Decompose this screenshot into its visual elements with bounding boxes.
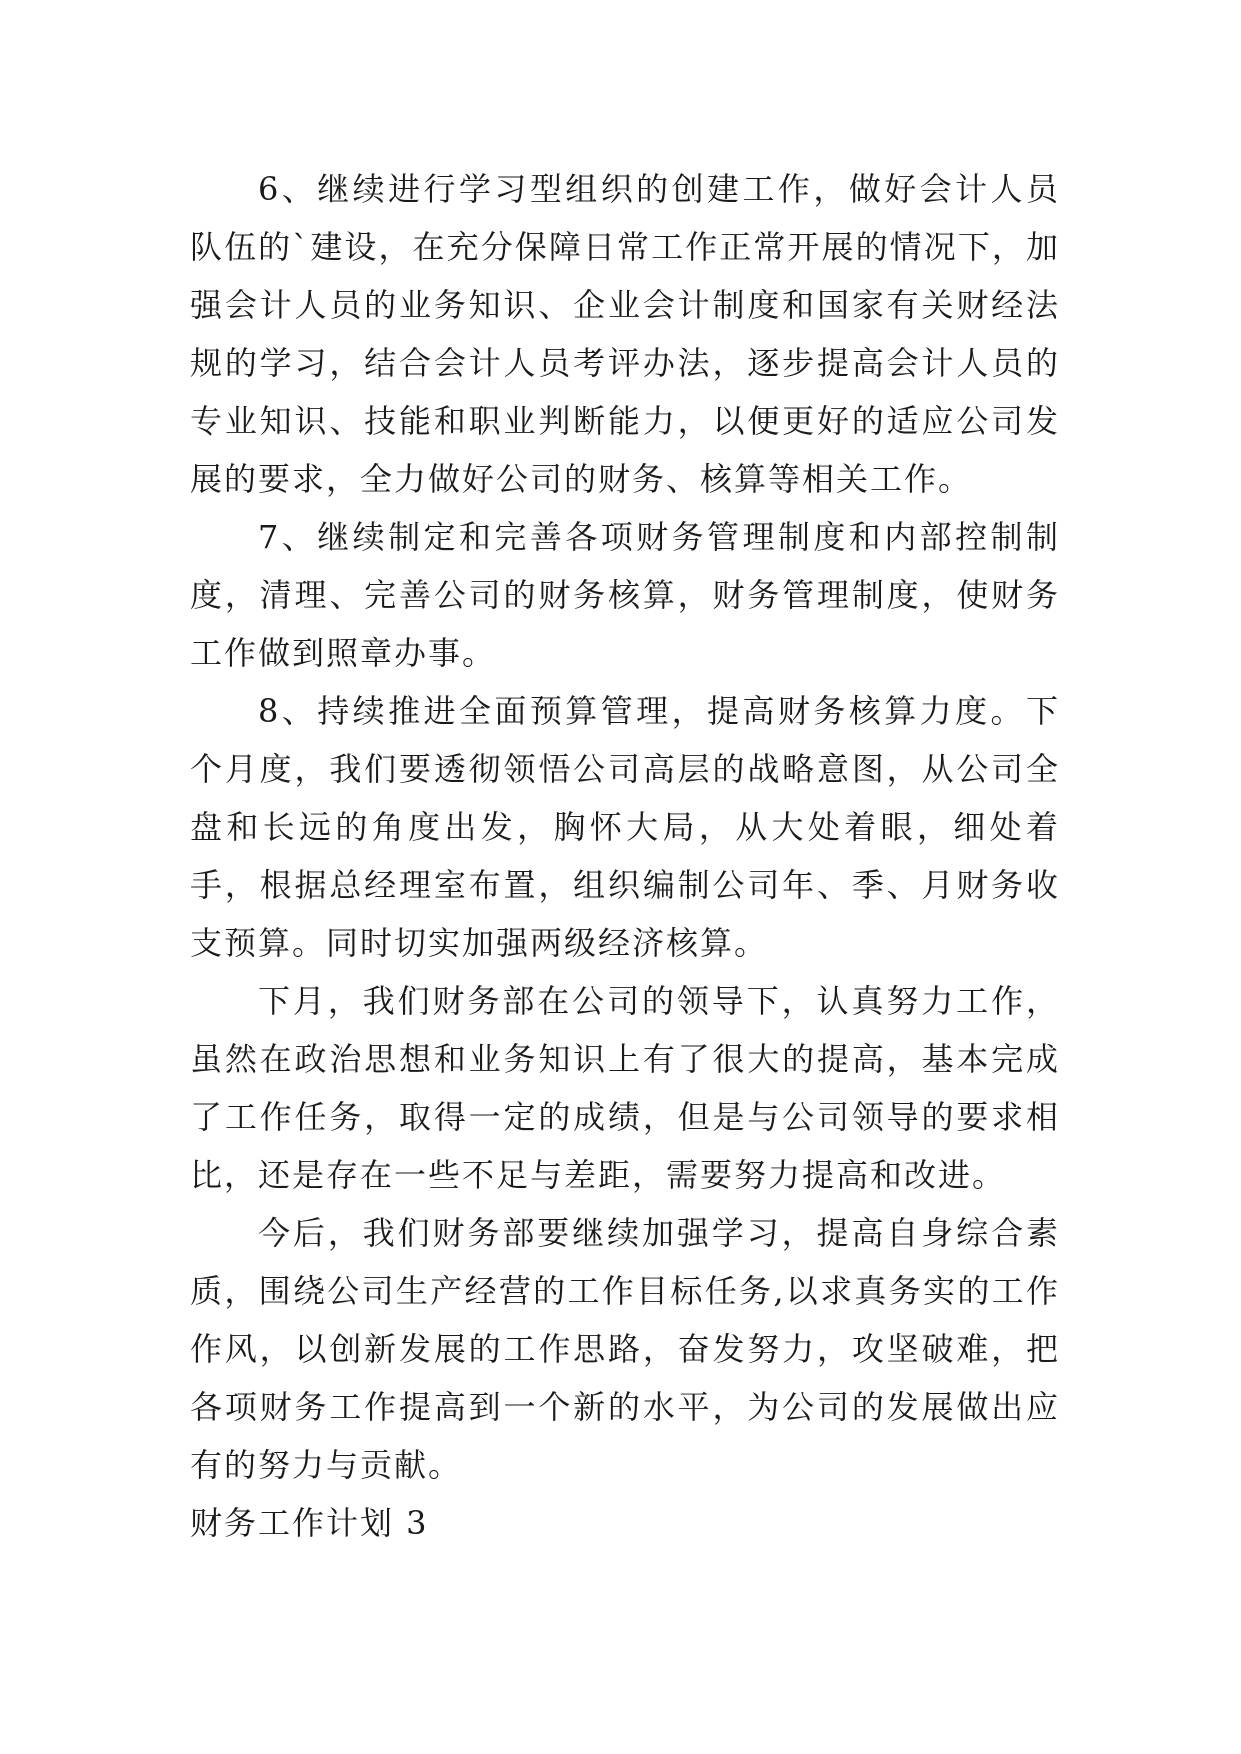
- document-page: [190, 160, 1060, 1552]
- paragraph-item-8: 8、持续推进全面预算管理，提高财务核算力度。下个月度，我们要透彻领悟公司高层的战略意图，从公司全盘和长远的角度出发，胸怀大局，从大处着眼，细处着手，根据总经理室布置，组织编制公司年、季、月财务收支预算。同时切实加强两级经济核算。: [190, 692, 1060, 962]
- paragraph-next-month-summary: 下月，我们财务部在公司的领导下，认真努力工作，虽然在政治思想和业务知识上有了很大的提高，基本完成了工作任务，取得一定的成绩，但是与公司领导的要求相比，还是存在一些不足与差距，需要努力提高和改进。: [190, 982, 1060, 1194]
- paragraph-item-7: 7、继续制定和完善各项财务管理制度和内部控制制度，清理、完善公司的财务核算，财务管理制度，使财务工作做到照章办事。: [190, 518, 1060, 672]
- paragraph-future-outlook: 今后，我们财务部要继续加强学习，提高自身综合素质，围绕公司生产经营的工作目标任务,以求真务实的工作作风，以创新发展的工作思路，奋发努力，攻坚破难，把各项财务工作提高到一个新的水平，为公司的发展做出应有的努力与贡献。: [190, 1214, 1060, 1484]
- section-title: 财务工作计划 3: [190, 1504, 429, 1542]
- paragraph-item-6: 6、继续进行学习型组织的创建工作，做好会计人员队伍的`建设，在充分保障日常工作正常开展的情况下，加强会计人员的业务知识、企业会计制度和国家有关财经法规的学习，结合会计人员考评办法，逐步提高会计人员的专业知识、技能和职业判断能力，以便更好的适应公司发展的要求，全力做好公司的财务、核算等相关工作。: [190, 170, 1060, 498]
